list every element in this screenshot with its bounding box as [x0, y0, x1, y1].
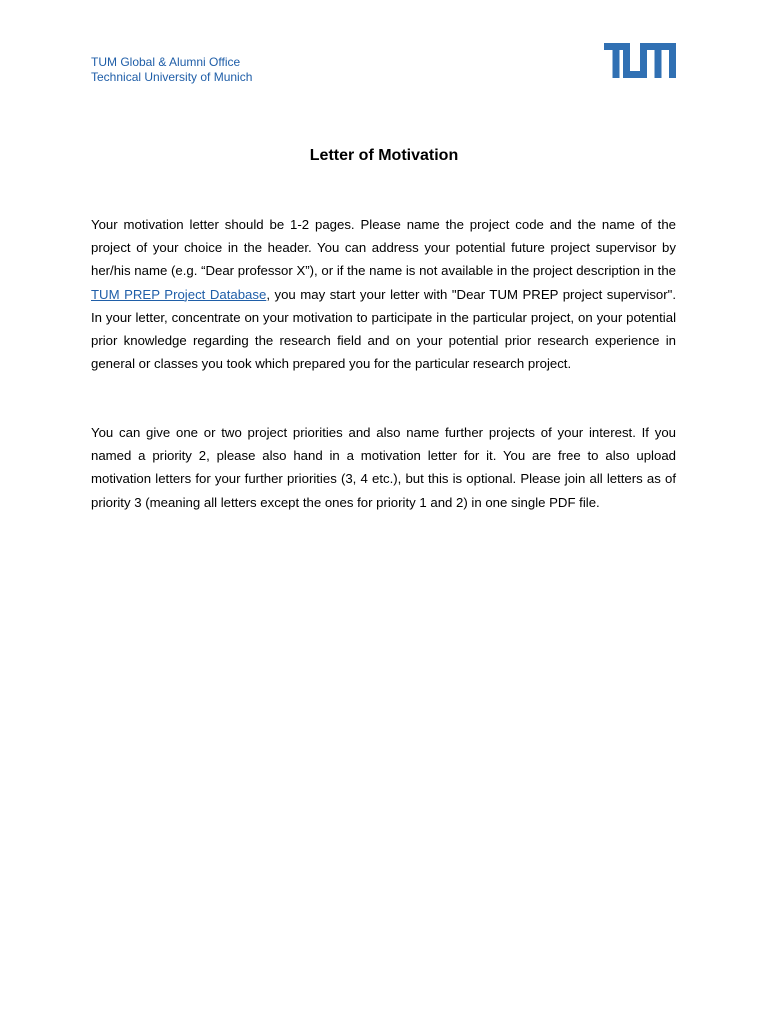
- organization-name: TUM Global & Alumni Office: [91, 55, 241, 69]
- tum-logo: [604, 43, 676, 78]
- paragraph1-text-after-link: , you may start your letter with "Dear TUM PREP project supervisor". In your letter, concentrate on your motivation to participate in the particular project, on your potential prior knowledge regarding the research field and on your potential prior research experience in general or classes you took which prepared you for the particular research project.: [91, 286, 676, 372]
- document-title: Letter of Motivation: [309, 147, 459, 164]
- university-name: Technical University of Munich: [91, 70, 253, 84]
- paragraph1-text-before-link: Your motivation letter should be 1-2 pages. Please name the project code and the name of the project of your choice in the header. You can address your potential future project supervisor by her/his name (e.g. “Dear professor X”), or if the name is not available in the project description in the: [91, 217, 676, 279]
- project-database-link[interactable]: TUM PREP Project Database: [91, 286, 267, 302]
- paragraph-motivation-letter: [91, 213, 676, 375]
- paragraph-project-priorities: You can give one or two project priorities and also name further projects of your interest. If you named a priority 2, please also hand in a motivation letter for it. You are free to also upload motivation letters for your further priorities (3, 4 etc.), but this is optional. Please join all letters as of priority 3 (meaning all letters except the ones for priority 1 and 2) in one single PDF file.: [91, 425, 676, 510]
- organization-header: [91, 55, 252, 85]
